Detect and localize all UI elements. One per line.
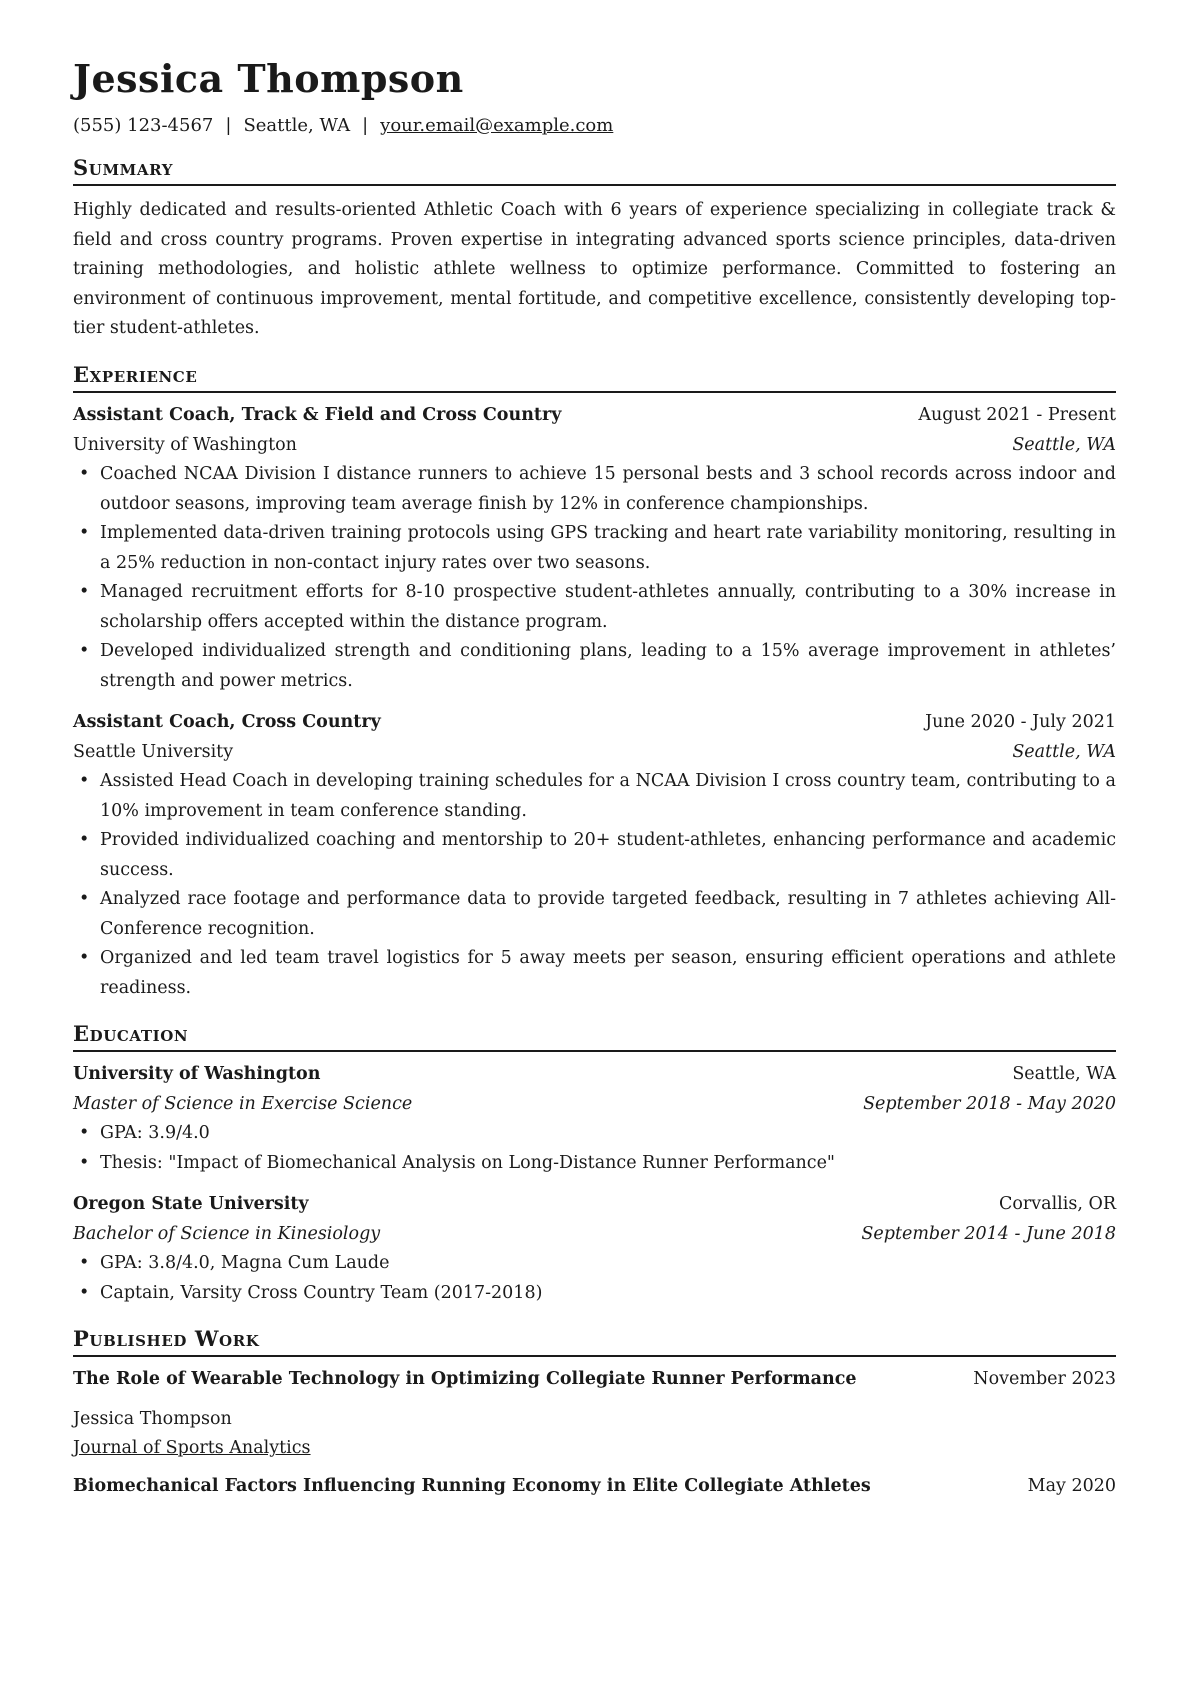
publication-entry [73,1472,1116,1502]
published-section [73,1326,1116,1501]
candidate-name: Jessica Thompson [73,56,464,101]
list-item: • Analyzed race footage and performance data to provide targeted feedback, resulting in 7 athletes achieving All-Conference recognition. [73,885,1116,944]
publication-entry [73,1365,1116,1464]
list-item: • Organized and led team travel logistics for 5 away meets per season, ensuring efficient operations and athlete readiness. [73,944,1116,1003]
section-title-education: Education [73,1021,1116,1052]
job-bullets [73,460,1116,696]
education-bullets [73,1119,1116,1178]
list-item: • Thesis: "Impact of Biomechanical Analysis on Long-Distance Runner Performance" [73,1149,1116,1179]
publication-journal-link[interactable]: Journal of Sports Analytics [73,1438,311,1459]
education-bullets [73,1249,1116,1308]
school-name: University of Washington [73,1064,321,1085]
school-name: Oregon State University [73,1194,309,1215]
section-title-summary: Summary [73,155,1116,186]
school-location: Seattle, WA [1012,1064,1116,1085]
list-item: • GPA: 3.8/4.0, Magna Cum Laude [73,1249,1116,1279]
education-dates: September 2014 - June 2018 [861,1223,1116,1244]
list-item: • Managed recruitment efforts for 8-10 prospective student-athletes annually, contributing to a 30% increase in scholarship offers accepted within the distance program. [73,578,1116,637]
publication-author: Jessica Thompson [73,1408,232,1429]
list-item: • Developed individualized strength and conditioning plans, leading to a 15% average improvement in athletes’ strength and power metrics. [73,637,1116,696]
school-location: Corvallis, OR [998,1194,1116,1215]
education-entry [73,1190,1116,1308]
job-org: Seattle University [73,741,234,762]
education-section [73,1021,1116,1308]
degree: Master of Science in Exercise Science [73,1093,413,1114]
job-bullets [73,767,1116,1003]
contact-separator: | [362,114,369,136]
list-item: • Captain, Varsity Cross Country Team (2017-2018) [73,1279,1116,1309]
list-item: • Implemented data-driven training protocols using GPS tracking and heart rate variability monitoring, resulting in a 25% reduction in non-contact injury rates over two seasons. [73,519,1116,578]
experience-entry [73,708,1116,1003]
list-item: • GPA: 3.9/4.0 [73,1119,1116,1149]
education-entry [73,1060,1116,1178]
section-title-published: Published Work [73,1326,1116,1357]
list-item: • Provided individualized coaching and mentorship to 20+ student-athletes, enhancing performance and academic success. [73,826,1116,885]
job-org: University of Washington [73,434,297,455]
education-dates: September 2018 - May 2020 [863,1093,1116,1114]
experience-section [73,362,1116,1003]
job-dates: June 2020 - July 2021 [925,712,1116,733]
email-link[interactable]: your.email@example.com [380,114,614,136]
phone: (555) 123-4567 [73,114,214,136]
section-title-experience: Experience [73,362,1116,393]
summary-text: Highly dedicated and results-oriented Athletic Coach with 6 years of experience specializing in collegiate track & field and cross country programs. Proven expertise in integrating advanced sports science principles, data-driven training methodologies, and holistic athlete wellness to optimize performance. Committed to fostering an environment of continuous improvement, mental fortitude, and competitive excellence, consistently developing top-tier student-athletes. [73,200,1116,339]
job-role: Assistant Coach, Cross Country [73,712,381,733]
job-role: Assistant Coach, Track & Field and Cross Country [73,405,562,426]
list-item: • Assisted Head Coach in developing training schedules for a NCAA Division I cross country team, contributing to a 10% improvement in team conference standing. [73,767,1116,826]
contact-line [73,114,1116,137]
summary-section [73,155,1116,344]
location: Seattle, WA [243,114,351,136]
job-dates: August 2021 - Present [918,405,1116,426]
degree: Bachelor of Science in Kinesiology [73,1223,381,1244]
contact-separator: | [225,114,232,136]
list-item: • Coached NCAA Division I distance runners to achieve 15 personal bests and 3 school records across indoor and outdoor seasons, improving team average finish by 12% in conference championships. [73,460,1116,519]
publication-date: November 2023 [973,1369,1116,1390]
job-location: Seattle, WA [1012,741,1116,762]
publication-title: Biomechanical Factors Influencing Running Economy in Elite Collegiate Athletes [73,1475,871,1496]
publication-title: The Role of Wearable Technology in Optimizing Collegiate Runner Performance [73,1369,857,1390]
publication-date: May 2020 [1027,1475,1116,1496]
job-location: Seattle, WA [1012,434,1116,455]
experience-entry [73,401,1116,696]
